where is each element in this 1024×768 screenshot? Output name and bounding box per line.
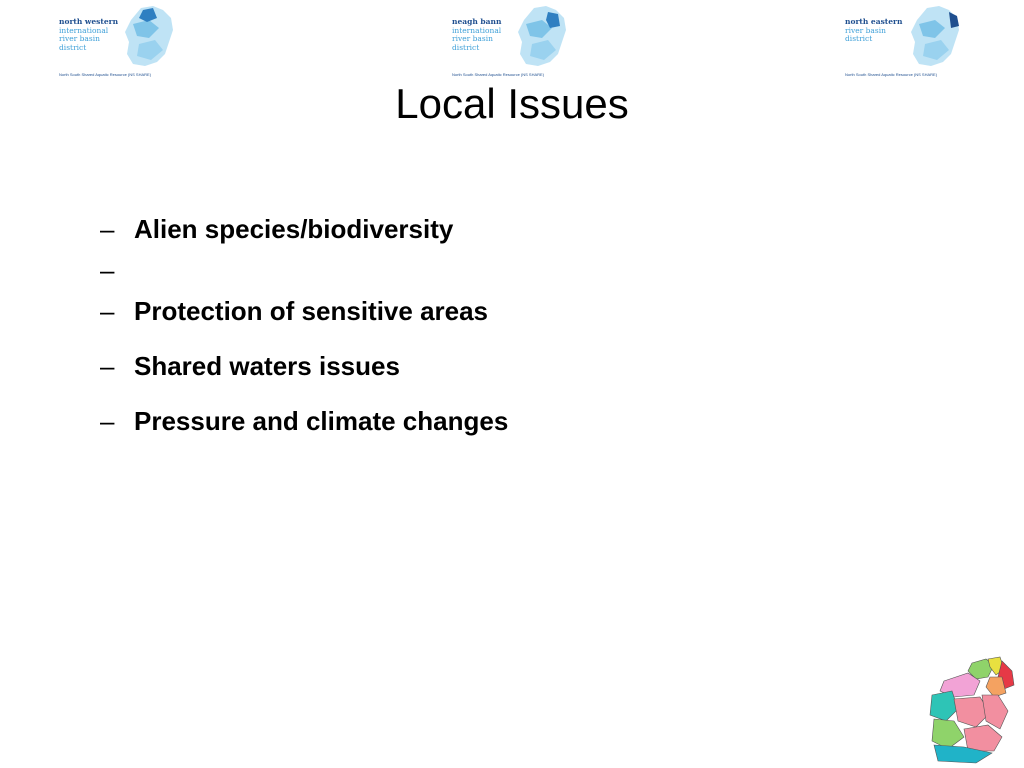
logo-name-line: international bbox=[59, 25, 109, 35]
bullet-text: Pressure and climate changes bbox=[134, 406, 509, 436]
bullet-text: Shared waters issues bbox=[134, 351, 400, 381]
bullet-dash: – bbox=[100, 255, 115, 285]
list-item bbox=[100, 257, 900, 284]
logo-neagh-bann bbox=[450, 4, 570, 80]
slide-title: Local Issues bbox=[395, 80, 629, 127]
bullet-dash: – bbox=[100, 296, 115, 326]
bullet-dash: – bbox=[100, 214, 115, 244]
bullet-dash: – bbox=[100, 351, 115, 381]
bullet-text: Protection of sensitive areas bbox=[134, 296, 489, 326]
ireland-island-icon bbox=[512, 4, 570, 70]
ireland-island-icon bbox=[905, 4, 963, 70]
ireland-river-basin-map-icon bbox=[924, 655, 1018, 767]
issues-list bbox=[100, 212, 900, 435]
logo-footer: North South Shared Aquatic Resource (NS SHARE) bbox=[452, 72, 545, 77]
bullet-dash: – bbox=[100, 406, 115, 436]
ireland-island-icon bbox=[119, 4, 177, 70]
logo-name-strong: north western bbox=[59, 17, 119, 26]
logo-footer: North South Shared Aquatic Resource (NS SHARE) bbox=[59, 72, 152, 77]
logo-name-strong: neagh bann bbox=[452, 17, 502, 26]
logo-name-line: river basin district bbox=[59, 34, 100, 52]
list-item bbox=[100, 408, 900, 435]
list-item bbox=[100, 216, 900, 243]
logo-name-strong: north eastern bbox=[845, 17, 903, 26]
logo-name-line: river basin district bbox=[845, 25, 886, 43]
list-item bbox=[100, 298, 900, 325]
logo-north-eastern bbox=[843, 4, 963, 80]
logo-north-western bbox=[57, 4, 177, 80]
logo-name-line: river basin district bbox=[452, 34, 493, 52]
bullet-text: Alien species/biodiversity bbox=[134, 214, 454, 244]
list-item bbox=[100, 353, 900, 380]
logo-name-line: international bbox=[452, 25, 502, 35]
logo-footer: North South Shared Aquatic Resource (NS SHARE) bbox=[845, 72, 938, 77]
